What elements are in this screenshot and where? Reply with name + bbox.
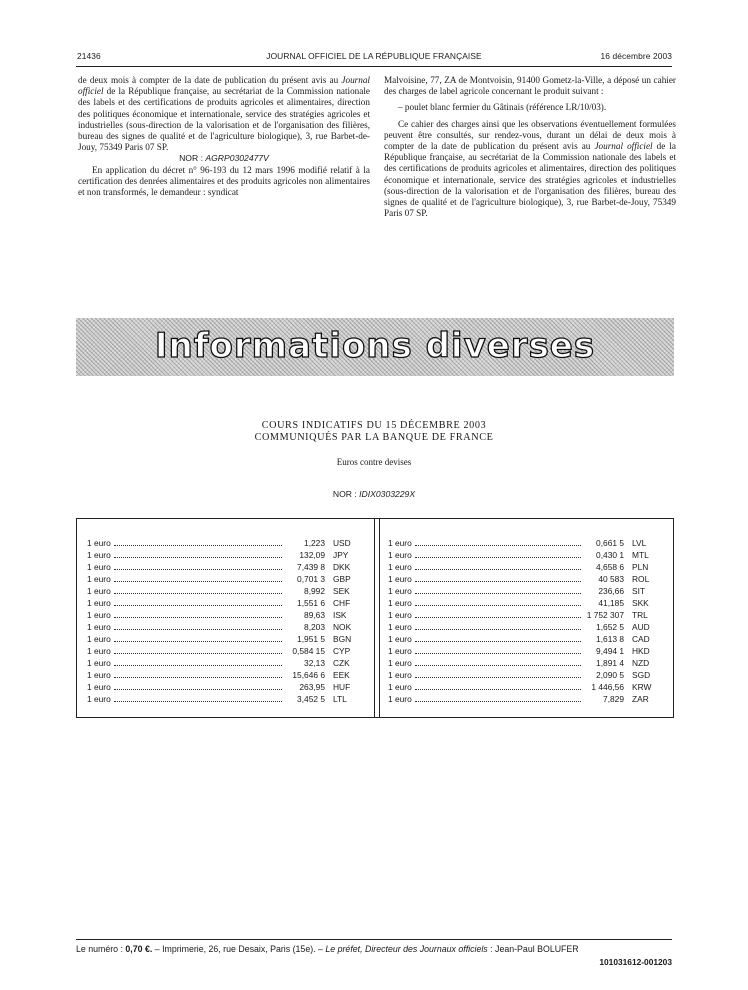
currency-code: MTL (632, 550, 649, 560)
rate-label: 1 euro (388, 646, 412, 656)
rate-value: 0,584 15 (292, 646, 325, 656)
currency-code: DKK (333, 562, 351, 572)
table-divider (374, 519, 380, 717)
currency-code: EEK (333, 670, 350, 680)
rate-label: 1 euro (87, 586, 111, 596)
currency-code: HUF (333, 682, 351, 692)
rate-row (388, 682, 662, 694)
currency-code: SIT (632, 586, 646, 596)
rate-value: 1 446,56 (591, 682, 624, 692)
rate-label: 1 euro (388, 658, 412, 668)
currency-code: CHF (333, 598, 351, 608)
currency-code: ISK (333, 610, 347, 620)
rate-label: 1 euro (388, 610, 412, 620)
issue-date: 16 décembre 2003 (600, 51, 672, 61)
rates-left-column (87, 538, 363, 706)
rate-row (388, 694, 662, 706)
rate-label: 1 euro (87, 622, 111, 632)
rate-row (87, 646, 363, 658)
rate-row (87, 622, 363, 634)
rate-value: 2,090 5 (596, 670, 624, 680)
leader-dots (415, 653, 581, 654)
leader-dots (114, 593, 282, 594)
left-paragraph-1: de deux mois à compter de la date de publication du présent avis au Journal officiel de la République française, au secrétariat de la Commission nationale des labels et des certifications de produits agricoles et alimentaires, direction des politiques économique et internationale, service des stratégies agricoles et industrielles (sous-direction de la valorisation et de l'organisation des filières, bureau des signes de qualité et de l'agriculture biologique), 3, rue Barbet-de-Jouy, 75349 Paris 07 SP. (78, 75, 370, 153)
rate-row (87, 586, 363, 598)
rate-label: 1 euro (87, 670, 111, 680)
rate-label: 1 euro (388, 538, 412, 548)
banner-title: Informations diverses (154, 326, 596, 366)
leader-dots (415, 701, 581, 702)
currency-code: GBP (333, 574, 351, 584)
currency-code: USD (333, 538, 351, 548)
leader-dots (114, 569, 282, 570)
rate-label: 1 euro (388, 550, 412, 560)
leader-dots (114, 653, 282, 654)
footer-line: Le numéro : 0,70 €. – Imprimerie, 26, rue Desaix, Paris (15e). – Le préfet, Directeur des Journaux officiels : Jean-Paul BOLUFER (76, 944, 579, 954)
leader-dots (114, 557, 282, 558)
rate-label: 1 euro (388, 562, 412, 572)
rate-row (388, 538, 662, 550)
rate-label: 1 euro (87, 550, 111, 560)
rate-label: 1 euro (87, 634, 111, 644)
leader-dots (114, 605, 282, 606)
leader-dots (415, 689, 581, 690)
journal-title: JOURNAL OFFICIEL DE LA RÉPUBLIQUE FRANÇAISE (266, 51, 482, 61)
rate-label: 1 euro (388, 598, 412, 608)
rate-value: 1,652 5 (596, 622, 624, 632)
leader-dots (114, 581, 282, 582)
rate-row (87, 634, 363, 646)
rate-value: 1,891 4 (596, 658, 624, 668)
currency-code: PLN (632, 562, 649, 572)
leader-dots (415, 665, 581, 666)
rate-value: 0,701 3 (297, 574, 325, 584)
currency-code: KRW (632, 682, 652, 692)
leader-dots (114, 689, 282, 690)
rate-row (388, 670, 662, 682)
rate-label: 1 euro (87, 658, 111, 668)
rate-row (388, 634, 662, 646)
rate-label: 1 euro (87, 598, 111, 608)
leader-dots (114, 545, 282, 546)
right-paragraph-2: Ce cahier des charges ainsi que les observations éventuellement formulées peuvent être consultés, sur rendez-vous, durant un délai de deux mois à compter de la date de publication du présent avis au Journal officiel de la République française, au secrétariat de la Commission nationale des labels et des certifications de produits agricoles et alimentaires, direction des politiques économique et internationale, service des stratégies agricoles et industrielles (sous-direction de la valorisation et de l'organisation des filières, bureau des signes de qualité et de l'agriculture biologique), 3, rue Barbet-de-Jouy, 75349 Paris 07 SP. (384, 118, 677, 219)
rate-value: 3,452 5 (297, 694, 325, 704)
section-title-line-1: COURS INDICATIFS DU 15 DÉCEMBRE 2003 (261, 420, 487, 431)
rate-label: 1 euro (388, 574, 412, 584)
currency-code: AUD (632, 622, 650, 632)
rate-value: 1,613 8 (596, 634, 624, 644)
leader-dots (415, 641, 581, 642)
leader-dots (114, 629, 282, 630)
rate-row (87, 574, 363, 586)
rates-right-column (388, 538, 662, 706)
rate-label: 1 euro (388, 694, 412, 704)
section-subtitle: Euros contre devises (336, 457, 412, 467)
rate-label: 1 euro (87, 682, 111, 692)
rate-label: 1 euro (388, 634, 412, 644)
right-column (384, 75, 676, 219)
rate-row (388, 574, 662, 586)
currency-code: TRL (632, 610, 648, 620)
rate-value: 8,992 (304, 586, 325, 596)
rate-value: 41,185 (598, 598, 624, 608)
section-nor-reference: NOR : IDIX0303229X (332, 489, 416, 499)
header-rule (76, 66, 672, 67)
rate-value: 7,439 8 (297, 562, 325, 572)
leader-dots (114, 617, 282, 618)
currency-code: CZK (333, 658, 350, 668)
rate-value: 4,658 6 (596, 562, 624, 572)
rate-value: 1 752 307 (586, 610, 624, 620)
currency-code: BGN (333, 634, 352, 644)
rate-row (388, 658, 662, 670)
rate-row (87, 550, 363, 562)
rate-row (388, 550, 662, 562)
rate-row (388, 646, 662, 658)
leader-dots (114, 641, 282, 642)
rate-label: 1 euro (388, 622, 412, 632)
leader-dots (415, 617, 581, 618)
left-column (78, 75, 370, 198)
currency-code: CAD (632, 634, 650, 644)
rate-value: 7,829 (603, 694, 624, 704)
currency-code: ROL (632, 574, 650, 584)
rate-value: 9,494 1 (596, 646, 624, 656)
leader-dots (114, 677, 282, 678)
rate-label: 1 euro (87, 562, 111, 572)
section-banner (76, 318, 674, 376)
page-number: 21436 (77, 51, 101, 61)
currency-code: NOK (333, 622, 352, 632)
exchange-rates-table (76, 518, 674, 718)
rate-value: 236,66 (598, 586, 624, 596)
rate-value: 32,13 (304, 658, 325, 668)
rate-value: 1,551 6 (297, 598, 325, 608)
leader-dots (415, 581, 581, 582)
rate-value: 1,223 (304, 538, 325, 548)
rate-value: 0,661 5 (596, 538, 624, 548)
rate-row (388, 586, 662, 598)
rate-row (87, 538, 363, 550)
rate-label: 1 euro (87, 538, 111, 548)
rate-value: 1,951 5 (297, 634, 325, 644)
rate-label: 1 euro (87, 610, 111, 620)
leader-dots (114, 665, 282, 666)
rate-value: 263,95 (299, 682, 325, 692)
rate-row (388, 622, 662, 634)
rate-row (87, 694, 363, 706)
section-title-line-2: COMMUNIQUÉS PAR LA BANQUE DE FRANCE (254, 432, 494, 443)
rate-label: 1 euro (87, 574, 111, 584)
leader-dots (415, 629, 581, 630)
rate-label: 1 euro (388, 682, 412, 692)
leader-dots (415, 557, 581, 558)
rate-row (87, 658, 363, 670)
rate-row (388, 610, 662, 622)
currency-code: CYP (333, 646, 351, 656)
currency-code: ZAR (632, 694, 649, 704)
right-paragraph-1: Malvoisine, 77, ZA de Montvoisin, 91400 Gometz-la-Ville, a déposé un cahier des charges de label agricole concernant le produit suivant : (384, 75, 676, 97)
leader-dots (415, 605, 581, 606)
leader-dots (415, 677, 581, 678)
currency-code: SKK (632, 598, 649, 608)
left-paragraph-2: En application du décret n° 96-193 du 12 mars 1996 modifié relatif à la certification des denrées alimentaires et des produits agricoles non alimentaires et non transformés, le demandeur : syndicat (78, 164, 370, 198)
rate-row (388, 562, 662, 574)
rate-label: 1 euro (388, 670, 412, 680)
right-list-item: – poulet blanc fermier du Gâtinais (référence LR/10/03). (398, 102, 607, 113)
rate-label: 1 euro (87, 646, 111, 656)
rate-label: 1 euro (388, 586, 412, 596)
footer-code: 101031612-001203 (599, 957, 672, 967)
currency-code: LVL (632, 538, 647, 548)
rate-value: 15,646 6 (292, 670, 325, 680)
rate-row (87, 562, 363, 574)
currency-code: SGD (632, 670, 651, 680)
rate-label: 1 euro (87, 694, 111, 704)
rate-row (87, 598, 363, 610)
rate-row (388, 598, 662, 610)
leader-dots (415, 569, 581, 570)
rate-value: 89,63 (304, 610, 325, 620)
currency-code: SEK (333, 586, 350, 596)
leader-dots (114, 701, 282, 702)
rate-value: 40 583 (598, 574, 624, 584)
currency-code: HKD (632, 646, 650, 656)
footer-rule (76, 939, 672, 940)
rate-value: 0,430 1 (596, 550, 624, 560)
currency-code: LTL (333, 694, 347, 704)
rate-row (87, 682, 363, 694)
currency-code: JPY (333, 550, 349, 560)
rate-row (87, 610, 363, 622)
left-nor-reference: NOR : AGRP0302477V (179, 153, 269, 164)
rate-value: 132,09 (299, 550, 325, 560)
leader-dots (415, 593, 581, 594)
rate-row (87, 670, 363, 682)
leader-dots (415, 545, 581, 546)
currency-code: NZD (632, 658, 650, 668)
rate-value: 8,203 (304, 622, 325, 632)
